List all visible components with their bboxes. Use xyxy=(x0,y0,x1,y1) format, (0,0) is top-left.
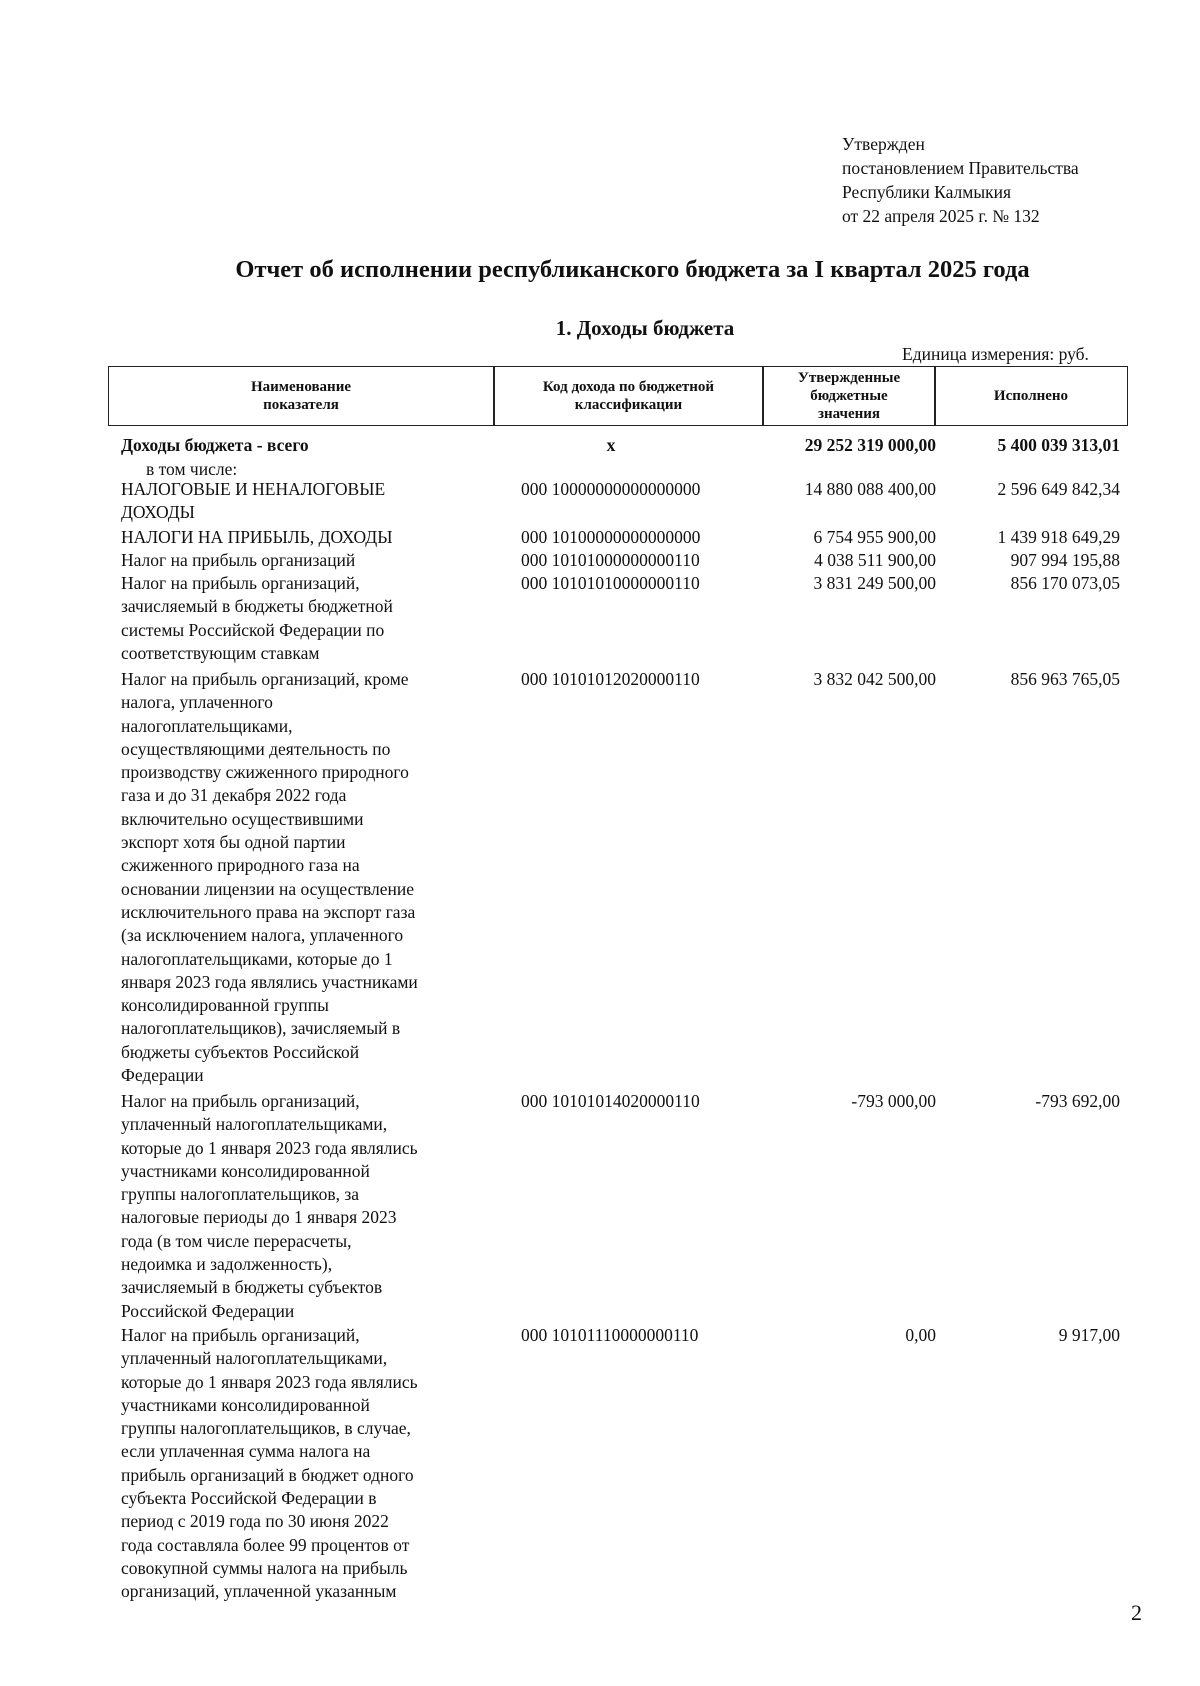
row-approved: 29 252 319 000,00 xyxy=(804,435,936,455)
section-title: 1. Доходы бюджета xyxy=(555,316,735,340)
row-name: НАЛОГОВЫЕ И НЕНАЛОГОВЫЕ ДОХОДЫ xyxy=(121,479,386,523)
approval-line: Утвержден xyxy=(842,134,925,154)
row-executed: 9 917,00 xyxy=(1058,1325,1120,1345)
header-approved: Утвержденные бюджетные значения xyxy=(797,370,901,422)
row-code: 000 10101000000000110 xyxy=(521,550,700,570)
row-name: Доходы бюджета - всего xyxy=(121,435,309,455)
row-name: НАЛОГИ НА ПРИБЫЛЬ, ДОХОДЫ xyxy=(121,527,393,547)
row-approved: 6 754 955 900,00 xyxy=(813,527,936,547)
row-executed: 856 170 073,05 xyxy=(1010,573,1120,593)
row-executed: 856 963 765,05 xyxy=(1010,669,1120,689)
row-code: 000 10000000000000000 xyxy=(521,479,701,499)
row-executed: 2 596 649 842,34 xyxy=(997,479,1120,499)
row-approved: -793 000,00 xyxy=(851,1091,936,1111)
row-approved: 3 831 249 500,00 xyxy=(813,573,936,593)
row-name: Налог на прибыль организаций, зачисляемый в бюджеты бюджетной системы Российской Федерации по соответствующим ставкам xyxy=(121,573,393,663)
row-executed: 1 439 918 649,29 xyxy=(997,527,1120,547)
row-approved: 14 880 088 400,00 xyxy=(804,479,936,499)
row-code: 000 10101014020000110 xyxy=(521,1091,700,1111)
row-code: 000 10101110000000110 xyxy=(521,1325,699,1345)
row-name: Налог на прибыль организаций, уплаченный налогоплательщиками, которые до 1 января 2023 года являлись участниками консолидированной группы налогоплательщиков, за налоговые периоды до 1 января 2023 года (в том числе перерасчеты, недоимка и задолженность), зачисляемый в бюджеты субъектов Российской Федерации xyxy=(121,1091,418,1321)
row-approved: 0,00 xyxy=(905,1325,936,1345)
row-code: 000 10100000000000000 xyxy=(521,527,701,547)
row-code: x xyxy=(606,435,616,455)
page-number: 2 xyxy=(1131,1600,1142,1625)
header-code: Код дохода по бюджетной классификации xyxy=(542,379,715,413)
approval-line: постановлением Правительства xyxy=(842,158,1079,178)
row-executed: 907 994 195,88 xyxy=(1010,550,1120,570)
row-approved: 4 038 511 900,00 xyxy=(814,550,936,570)
document-title: Отчет об исполнении республиканского бюджета за I квартал 2025 года xyxy=(235,256,1030,283)
header-executed: Исполнено xyxy=(993,388,1069,404)
approval-line: от 22 апреля 2025 г. № 132 xyxy=(842,206,1040,226)
row-executed: 5 400 039 313,01 xyxy=(997,435,1120,455)
row-executed: -793 692,00 xyxy=(1035,1091,1120,1111)
header-name: Наименование показателя xyxy=(251,379,351,413)
row-approved: 3 832 042 500,00 xyxy=(813,669,936,689)
row-name: Налог на прибыль организаций xyxy=(121,550,356,570)
row-name: Налог на прибыль организаций, уплаченный налогоплательщиками, которые до 1 января 2023 года являлись участниками консолидированной группы налогоплательщиков, в случае, если уплаченная сумма налога на прибыль организаций в бюджет одного субъекта Российской Федерации в период с 2019 года по 30 июня 2022 года составляла более 99 процентов от совокупной суммы налога на прибыль организаций, уплаченной указанным xyxy=(121,1325,418,1602)
approval-line: Республики Калмыкия xyxy=(842,182,1012,202)
row-code: 000 10101010000000110 xyxy=(521,573,700,593)
unit-label: Единица измерения: руб. xyxy=(902,344,1089,364)
row-code: 000 10101012020000110 xyxy=(521,669,700,689)
row-name: в том числе: xyxy=(146,459,238,479)
row-name: Налог на прибыль организаций, кроме налога, уплаченного налогоплательщиками, осуществляющими деятельность по производству сжиженного природного газа и до 31 декабря 2022 года включительно осуществившими экспорт хотя бы одной партии сжиженного природного газа на основании лицензии на осуществление исключительного права на экспорт газа (за исключением налога, уплаченного налогоплательщиками, которые до 1 января 2023 года являлись участниками консолидированной группы налогоплательщиков), зачисляемый в бюджеты субъектов Российской Федерации xyxy=(121,669,418,1086)
